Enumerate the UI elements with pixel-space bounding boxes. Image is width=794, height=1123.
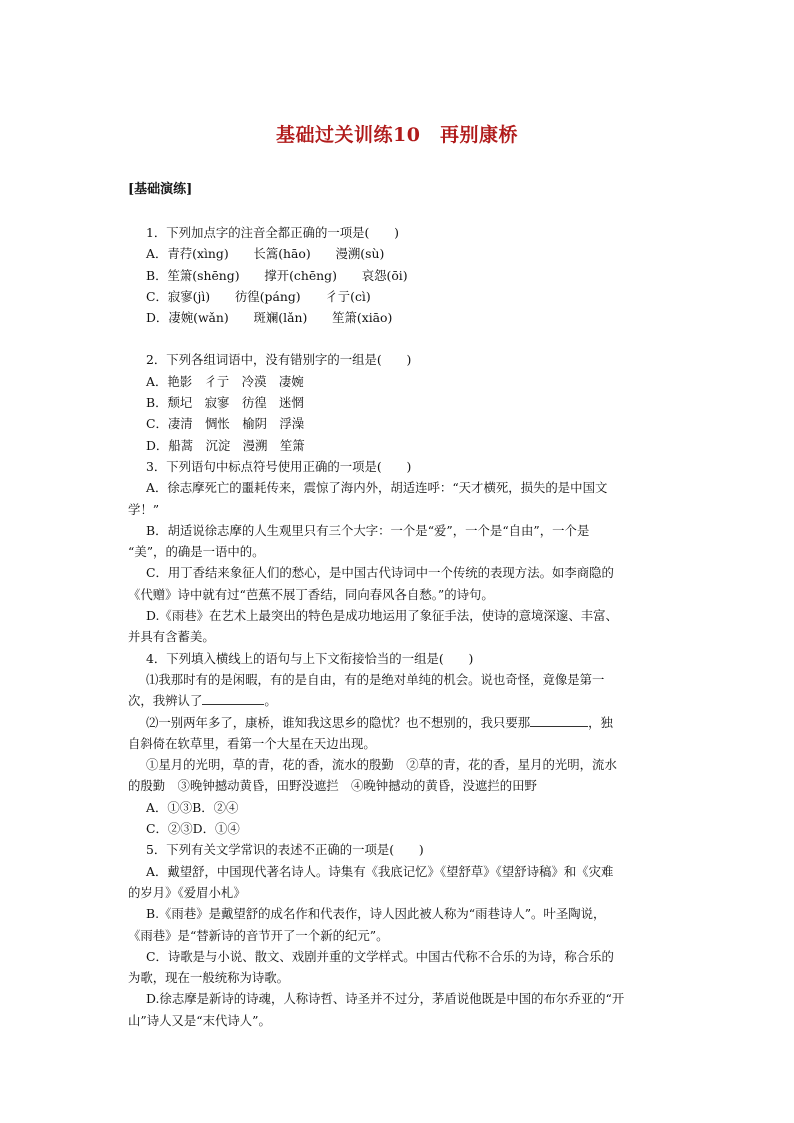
option-d-continued: 并具有含蓄美。 <box>128 629 215 645</box>
option-a: A．徐志摩死亡的噩耗传来，震惊了海内外，胡适连呼：“天才横死，损失的是中国文 <box>146 480 608 496</box>
option-b-continued: “美”，的确是一语中的。 <box>128 544 265 560</box>
question-list <box>128 222 676 1031</box>
passage-2-continued: 自斜倚在软草里，看第一个大星在天边出现。 <box>128 735 376 751</box>
option-b: B．颓圮 寂寥 彷徨 迷惘 <box>146 395 304 411</box>
question-2 <box>146 349 676 455</box>
options-cd: C．②③D．①④ <box>146 821 240 837</box>
passage-1-continued: 次，我辨认了 。 <box>128 693 277 709</box>
question-3 <box>128 456 676 648</box>
question-5 <box>128 839 676 1031</box>
option-d: D．凄婉(wǎn) 斑斓(lǎn) 笙箫(xiāo) <box>146 310 393 326</box>
option-c: C．用丁香结来象征人们的愁心，是中国古代诗词中一个传统的表现方法。如李商隐的 <box>146 565 614 581</box>
option-a: A．戴望舒，中国现代著名诗人。诗集有《我底记忆》《望舒草》《望舒诗稿》和《灾难 <box>146 863 614 879</box>
choice-list-continued: 的殷勤 ③晚钟撼动黄昏，田野没遮拦 ④晚钟撼动的黄昏，没遮拦的田野 <box>128 778 537 794</box>
question-stem: 2．下列各组词语中，没有错别字的一组是( ) <box>146 352 412 368</box>
fill-blank-2 <box>530 714 588 727</box>
option-d: D．船蒿 沉淀 漫溯 笙箫 <box>146 437 305 453</box>
option-d: D.《雨巷》在艺术上最突出的特色是成功地运用了象征手法，使诗的意境深邃、丰富、 <box>146 608 618 624</box>
option-c-continued: 为歌，现在一般统称为诗歌。 <box>128 970 290 986</box>
option-a: A．艳影 彳亍 冷漠 凄婉 <box>146 373 304 389</box>
option-a: A．青荇(xìng) 长篙(hāo) 漫溯(sù) <box>146 246 385 262</box>
question-stem: 5．下列有关文学常识的表述不正确的一项是( ) <box>146 842 424 858</box>
question-stem: 3．下列语句中标点符号使用正确的一项是( ) <box>146 458 412 474</box>
passage-1: ⑴我那时有的是闲暇，有的是自由，有的是绝对单纯的机会。说也奇怪，竟像是第一 <box>146 671 605 687</box>
passage-2: ⑵一别两年多了，康桥，谁知我这思乡的隐忧？也不想别的，我只要那 ，独 <box>146 714 613 730</box>
choice-list: ①星月的光明，草的青，花的香，流水的殷勤 ②草的青，花的香，星月的光明，流水 <box>146 757 617 773</box>
page-title: 基础过关训练10 再别康桥 <box>276 124 518 146</box>
option-b: B．胡适说徐志摩的人生观里只有三个大字：一个是“爱”，一个是“自由”，一个是 <box>146 522 590 538</box>
question-4 <box>128 648 676 840</box>
section-heading: [基础演练] <box>128 182 193 197</box>
question-1 <box>146 222 676 328</box>
option-b: B.《雨巷》是戴望舒的成名作和代表作，诗人因此被人称为“雨巷诗人”。叶圣陶说， <box>146 906 606 922</box>
option-d: D.徐志摩是新诗的诗魂，人称诗哲、诗圣并不过分，茅盾说他既是中国的布尔乔亚的“开 <box>146 991 625 1007</box>
option-c: C．凄清 惆怅 榆阴 浮澡 <box>146 416 305 432</box>
options-ab: A．①③B．②④ <box>146 799 239 815</box>
option-c: C．诗歌是与小说、散文、戏剧并重的文学样式。中国古代称不合乐的为诗，称合乐的 <box>146 948 614 964</box>
fill-blank-1 <box>202 692 264 705</box>
option-d-continued: 山”诗人又是“末代诗人”。 <box>128 1012 271 1028</box>
option-a-continued: 的岁月》《爱眉小札》 <box>128 884 246 900</box>
option-b: B．笙箫(shēng) 撑开(chēng) 哀怨(ōi) <box>146 267 408 283</box>
option-a-continued: 学！” <box>128 501 160 517</box>
option-c-continued: 《代赠》诗中就有过“芭蕉不展丁香结，同向春风各自愁。”的诗句。 <box>128 586 494 602</box>
question-stem: 4．下列填入横线上的语句与上下文衔接恰当的一组是( ) <box>146 650 474 666</box>
option-c: C．寂寥(jì) 彷徨(páng) 彳亍(cì) <box>146 288 371 304</box>
question-stem: 1．下列加点字的注音全都正确的一项是( ) <box>146 225 399 240</box>
option-b-continued: 《雨巷》是“替新诗的音节开了一个新的纪元”。 <box>128 927 389 943</box>
